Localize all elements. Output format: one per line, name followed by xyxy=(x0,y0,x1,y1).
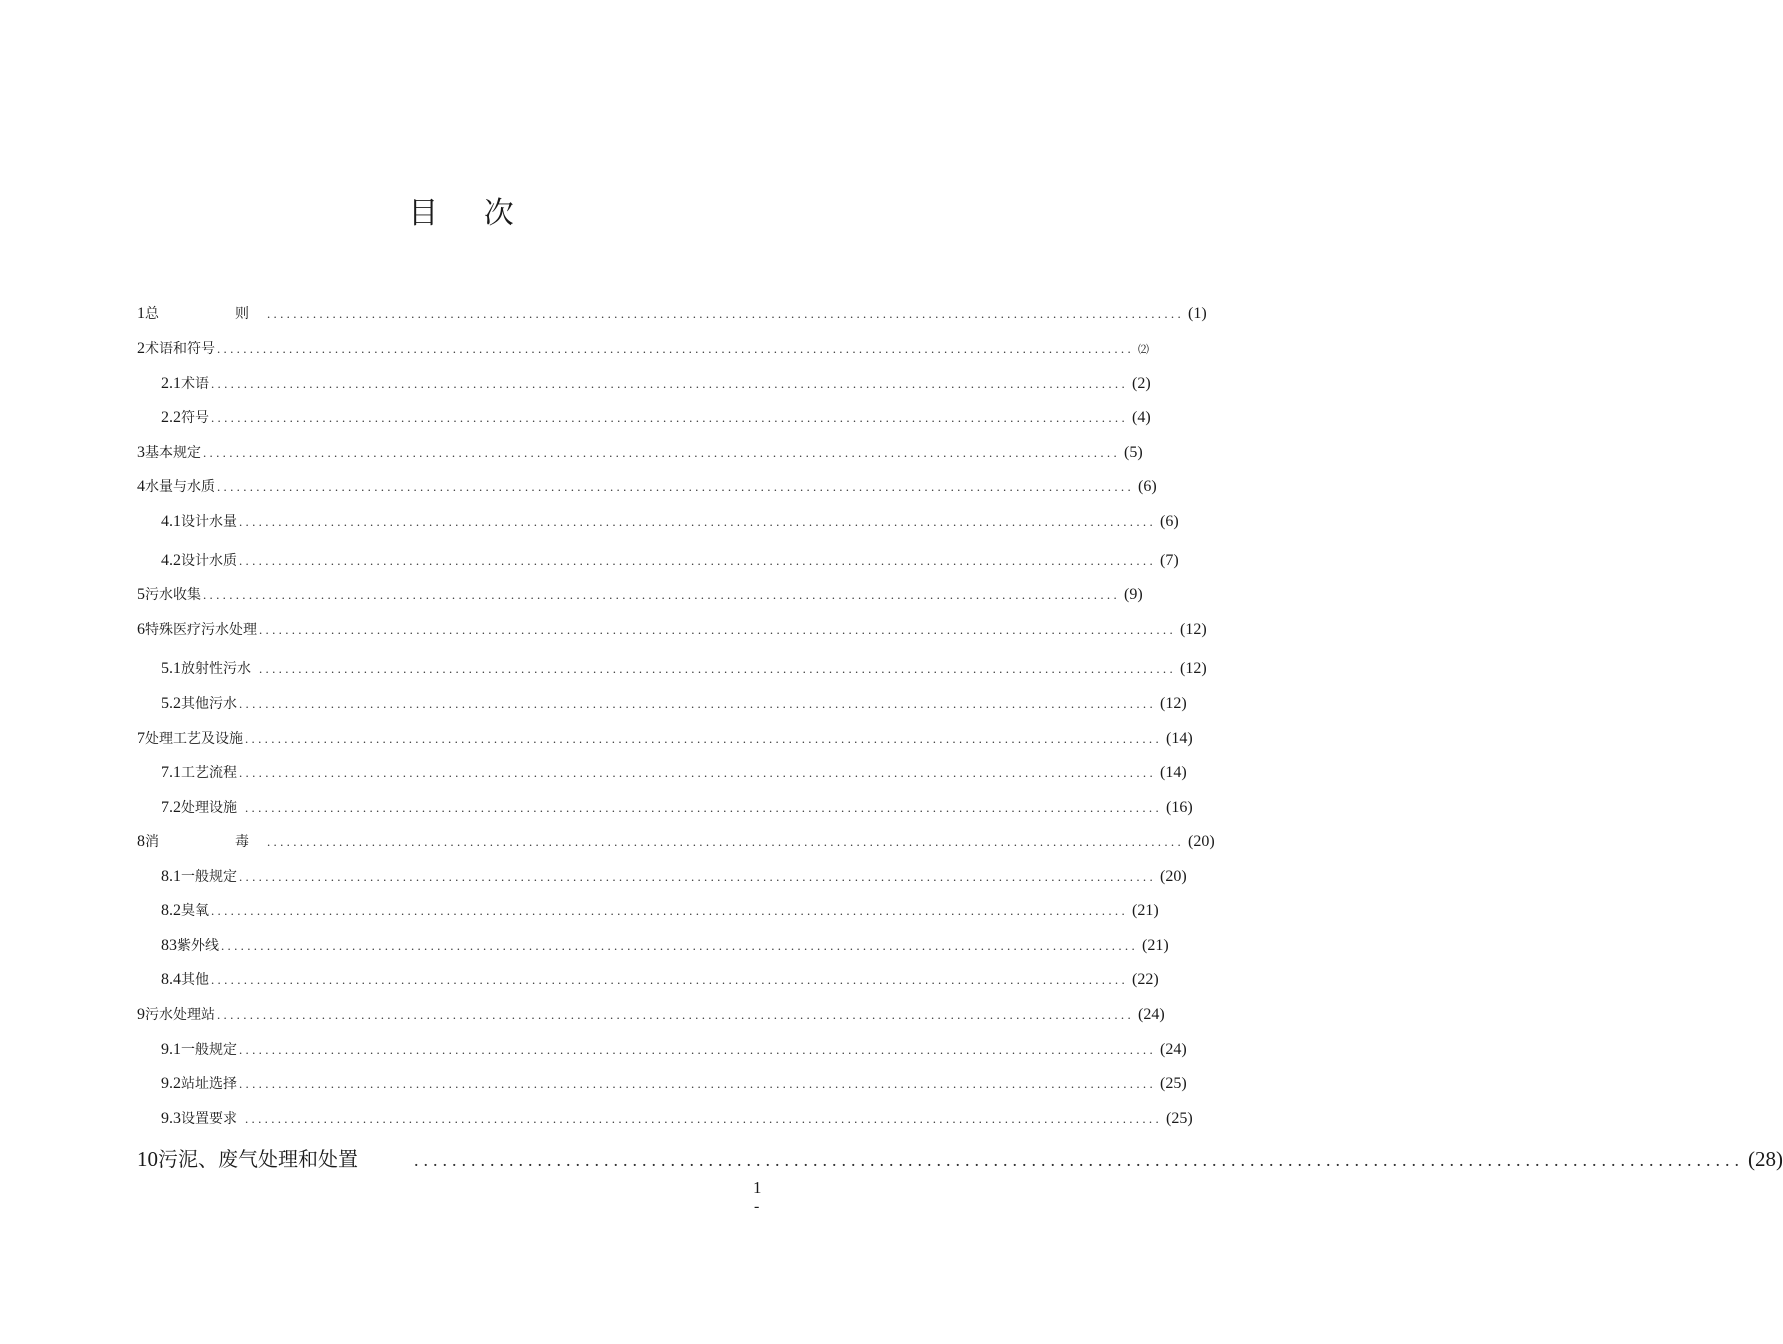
toc-section-number: 7.1 xyxy=(161,764,181,781)
toc-section-title: 其他污水 xyxy=(181,696,237,712)
toc-section-title: 术语和符号 xyxy=(145,341,215,357)
toc-page-number: (14) xyxy=(1160,764,1187,781)
toc-dot-leader: ............................................................................................................................................ xyxy=(267,306,1184,321)
toc-dot-leader: ............................................................................................................................................ xyxy=(267,834,1184,849)
toc-page-number: (22) xyxy=(1132,971,1159,988)
toc-section-title: 放射性污水 xyxy=(181,661,251,677)
toc-page-number: (24) xyxy=(1138,1006,1165,1023)
toc-section-title: 消 毒 xyxy=(145,834,265,850)
toc-section-title: 设置要求 xyxy=(181,1111,237,1127)
toc-section-number: 7.2 xyxy=(161,799,181,816)
toc-page-number: (20) xyxy=(1160,868,1187,885)
toc-page-number: (6) xyxy=(1160,513,1179,530)
toc-page-number: (4) xyxy=(1132,409,1151,426)
toc-section-number: 9 xyxy=(137,1006,145,1023)
toc-page-number: (9) xyxy=(1124,586,1143,603)
toc-section-number: 4.1 xyxy=(161,513,181,530)
page-title: 目 次 xyxy=(408,196,532,231)
toc-section-title: 站址选择 xyxy=(181,1076,237,1092)
toc-section-title: 污泥、废气处理和处置 xyxy=(158,1147,358,1171)
toc-page-number: (7) xyxy=(1160,552,1179,569)
toc-section-title: 处理设施 xyxy=(181,800,237,816)
toc-section-title: 一般规定 xyxy=(181,869,237,885)
toc-page-number: (14) xyxy=(1166,730,1193,747)
toc-dot-leader: ............................................................................................................................................ xyxy=(217,1007,1134,1022)
toc-row[interactable] xyxy=(161,866,1187,888)
toc-row[interactable] xyxy=(161,511,1179,533)
toc-page-number: ⑵ xyxy=(1138,344,1149,356)
toc-row[interactable] xyxy=(161,550,1179,572)
toc-section-number: 4 xyxy=(137,478,145,495)
toc-section-title: 臭氧 xyxy=(181,903,209,919)
toc-section-title: 水量与水质 xyxy=(145,479,215,495)
toc-row[interactable] xyxy=(137,1004,1165,1026)
toc-dot-leader: ............................................................................................................................................ xyxy=(259,661,1176,676)
toc-page-number: (12) xyxy=(1180,621,1207,638)
toc-page-number: (1) xyxy=(1188,305,1207,322)
toc-page-number: (12) xyxy=(1160,695,1187,712)
toc-section-number: 8 xyxy=(137,833,145,850)
toc-dot-leader: ............................................................................................................................................ xyxy=(414,1150,1744,1170)
toc-row[interactable] xyxy=(161,762,1187,784)
toc-section-title: 总 则 xyxy=(145,306,265,322)
toc-section-title: 污水处理站 xyxy=(145,1007,215,1023)
toc-page-number: (25) xyxy=(1166,1110,1193,1127)
toc-section-number: 8.1 xyxy=(161,868,181,885)
toc-section-number: 8.4 xyxy=(161,971,181,988)
toc-page-number: (16) xyxy=(1166,799,1193,816)
toc-dot-leader: ............................................................................................................................................ xyxy=(211,410,1128,425)
toc-section-title: 污水收集 xyxy=(145,587,201,603)
footer-dash: - xyxy=(754,1198,760,1215)
toc-section-number: 2 xyxy=(137,340,145,357)
toc-dot-leader: ............................................................................................................................................ xyxy=(239,765,1156,780)
toc-row[interactable] xyxy=(161,1073,1187,1095)
toc-section-title: 特殊医疗污水处理 xyxy=(145,622,257,638)
footer-page-number: 1 xyxy=(753,1178,762,1197)
toc-row[interactable] xyxy=(137,728,1193,750)
toc-row[interactable] xyxy=(137,442,1143,464)
toc-section-number: 6 xyxy=(137,621,145,638)
toc-row[interactable] xyxy=(137,584,1143,606)
toc-section-number: 2.1 xyxy=(161,375,181,392)
toc-dot-leader: ............................................................................................................................................ xyxy=(245,800,1162,815)
toc-section-number: 9.1 xyxy=(161,1041,181,1058)
toc-section-number: 5 xyxy=(137,586,145,603)
toc-dot-leader: ............................................................................................................................................ xyxy=(239,869,1156,884)
toc-page-number: (24) xyxy=(1160,1041,1187,1058)
toc-dot-leader: ............................................................................................................................................ xyxy=(203,445,1120,460)
toc-section-title: 设计水质 xyxy=(181,553,237,569)
toc-page-number: (12) xyxy=(1180,660,1207,677)
toc-dot-leader: ............................................................................................................................................ xyxy=(239,553,1156,568)
toc-row[interactable] xyxy=(161,407,1151,429)
toc-page-number: (6) xyxy=(1138,478,1157,495)
toc-row[interactable] xyxy=(161,935,1169,957)
toc-section-number: 9.2 xyxy=(161,1075,181,1092)
toc-section-number: 3 xyxy=(137,444,145,461)
toc-row[interactable] xyxy=(137,476,1157,498)
toc-row[interactable] xyxy=(137,619,1207,641)
toc-page-number: (25) xyxy=(1160,1075,1187,1092)
toc-page-number: (20) xyxy=(1188,833,1215,850)
toc-section-number: 2.2 xyxy=(161,409,181,426)
toc-section-number: 4.2 xyxy=(161,552,181,569)
toc-section-title: 工艺流程 xyxy=(181,765,237,781)
toc-dot-leader: ............................................................................................................................................ xyxy=(211,376,1128,391)
toc-dot-leader: ............................................................................................................................................ xyxy=(239,514,1156,529)
toc-section-number: 5.2 xyxy=(161,695,181,712)
toc-dot-leader: ............................................................................................................................................ xyxy=(245,731,1162,746)
toc-row[interactable] xyxy=(161,658,1207,680)
toc-dot-leader: ............................................................................................................................................ xyxy=(203,587,1120,602)
toc-dot-leader: ............................................................................................................................................ xyxy=(245,1111,1162,1126)
toc-section-number: 83 xyxy=(161,937,177,954)
toc-section-number: 7 xyxy=(137,730,145,747)
toc-dot-leader: ............................................................................................................................................ xyxy=(239,696,1156,711)
toc-row[interactable] xyxy=(161,373,1151,395)
toc-row[interactable] xyxy=(137,303,1207,325)
toc-section-title: 基本规定 xyxy=(145,445,201,461)
toc-section-title: 设计水量 xyxy=(181,514,237,530)
toc-dot-leader: ............................................................................................................................................ xyxy=(239,1076,1156,1091)
toc-dot-leader: ............................................................................................................................................ xyxy=(211,972,1128,987)
toc-dot-leader: ............................................................................................................................................ xyxy=(259,622,1176,637)
toc-section-number: 9.3 xyxy=(161,1110,181,1127)
toc-row[interactable] xyxy=(161,1039,1187,1061)
toc-dot-leader: ............................................................................................................................................ xyxy=(211,903,1128,918)
toc-section-number: 1 xyxy=(137,305,145,322)
toc-row[interactable] xyxy=(137,1143,1783,1171)
toc-section-title: 符号 xyxy=(181,410,209,426)
toc-row[interactable] xyxy=(137,338,1149,360)
toc-section-number: 5.1 xyxy=(161,660,181,677)
toc-section-number: 10 xyxy=(137,1147,158,1171)
toc-dot-leader: ............................................................................................................................................ xyxy=(221,938,1138,953)
toc-row[interactable] xyxy=(161,900,1159,922)
toc-section-title: 一般规定 xyxy=(181,1042,237,1058)
toc-row[interactable] xyxy=(161,1108,1193,1130)
toc-page-number: (28) xyxy=(1748,1147,1783,1171)
toc-page-number: (21) xyxy=(1132,902,1159,919)
toc-dot-leader: ............................................................................................................................................ xyxy=(217,479,1134,494)
toc-section-title: 其他 xyxy=(181,972,209,988)
toc-dot-leader: ............................................................................................................................................ xyxy=(239,1042,1156,1057)
toc-section-title: 紫外线 xyxy=(177,938,219,954)
toc-row[interactable] xyxy=(137,831,1215,853)
toc-section-title: 处理工艺及设施 xyxy=(145,731,243,747)
toc-page-number: (2) xyxy=(1132,375,1151,392)
toc-page-number: (5) xyxy=(1124,444,1143,461)
toc-page-number: (21) xyxy=(1142,937,1169,954)
toc-row[interactable] xyxy=(161,797,1193,819)
toc-section-title: 术语 xyxy=(181,376,209,392)
toc-dot-leader: ............................................................................................................................................ xyxy=(217,341,1134,356)
toc-row[interactable] xyxy=(161,693,1187,715)
toc-section-number: 8.2 xyxy=(161,902,181,919)
toc-row[interactable] xyxy=(161,969,1159,991)
